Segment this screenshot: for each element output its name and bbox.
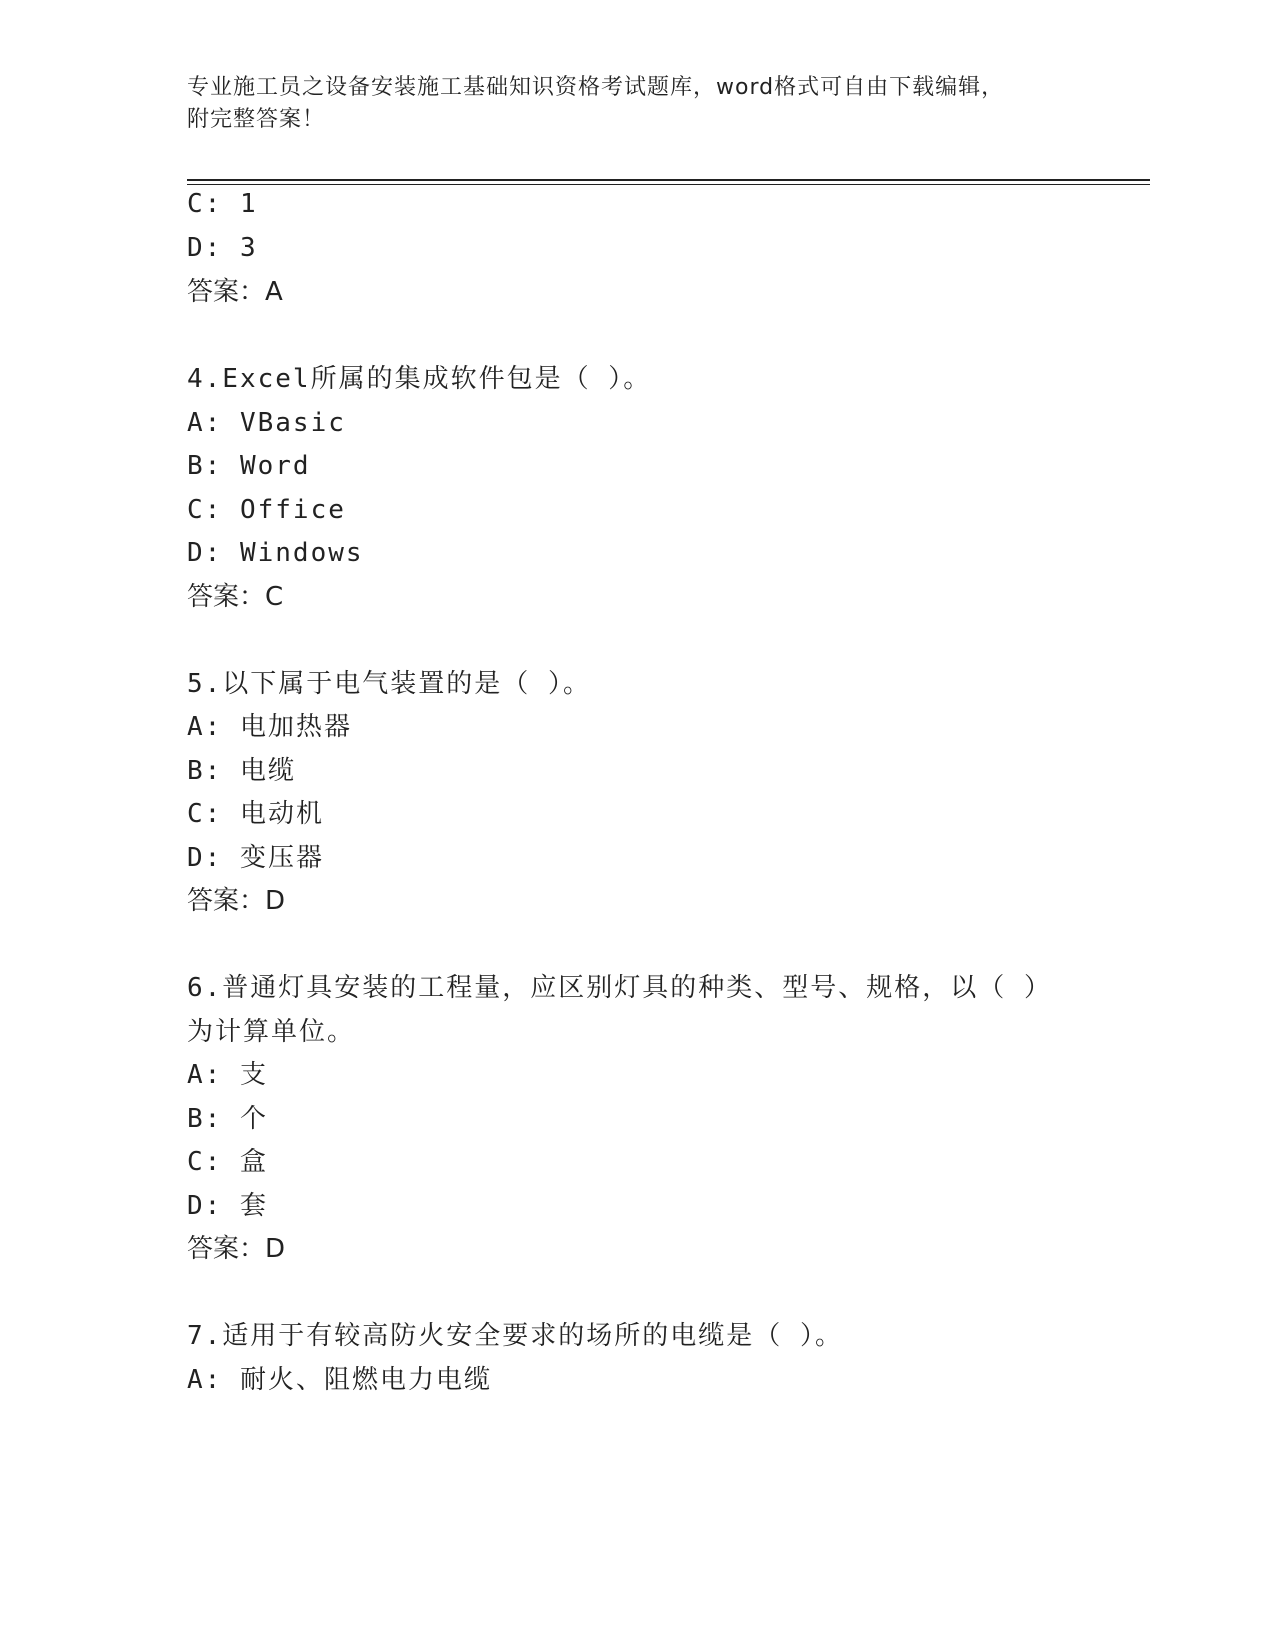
q6-stem-line-2: 为计算单位。	[187, 1017, 356, 1047]
header-rule-thin	[187, 184, 1150, 185]
q6-option-b: B: 个	[187, 1104, 268, 1134]
q5-option-c: C: 电动机	[187, 799, 324, 829]
q3-option-d: D: 3	[187, 233, 258, 263]
q6-option-c: C: 盒	[187, 1147, 268, 1177]
header-line-2: 附完整答案！	[187, 107, 326, 132]
q3-option-c: C: 1	[187, 189, 258, 219]
q5-option-d: D: 变压器	[187, 843, 324, 873]
q5-option-b: B: 电缆	[187, 756, 296, 786]
q4-answer: 答案：C	[187, 582, 284, 612]
q4-option-d: D: Windows	[187, 538, 364, 568]
q5-answer: 答案：D	[187, 886, 286, 916]
q6-option-a: A: 支	[187, 1060, 268, 1090]
q4-stem: 4.Excel所属的集成软件包是（ ）。	[187, 364, 652, 394]
q4-option-c: C: Office	[187, 495, 346, 525]
q6-answer: 答案：D	[187, 1234, 286, 1264]
q7-option-a: A: 耐火、阻燃电力电缆	[187, 1365, 492, 1395]
q6-stem-line-1: 6.普通灯具安装的工程量，应区别灯具的种类、型号、规格，以（ ）	[187, 973, 1052, 1003]
q6-option-d: D: 套	[187, 1191, 268, 1221]
q5-stem: 5.以下属于电气装置的是（ ）。	[187, 669, 591, 699]
document-header	[187, 72, 1087, 136]
header-line-1: 专业施工员之设备安装施工基础知识资格考试题库，word格式可自由下载编辑，	[187, 75, 1005, 100]
q5-option-a: A: 电加热器	[187, 712, 352, 742]
header-rule-thick	[187, 179, 1150, 181]
q4-option-b: B: Word	[187, 451, 311, 481]
q3-answer: 答案：A	[187, 277, 283, 307]
q7-stem: 7.适用于有较高防火安全要求的场所的电缆是（ ）。	[187, 1321, 843, 1351]
q4-option-a: A: VBasic	[187, 408, 346, 438]
